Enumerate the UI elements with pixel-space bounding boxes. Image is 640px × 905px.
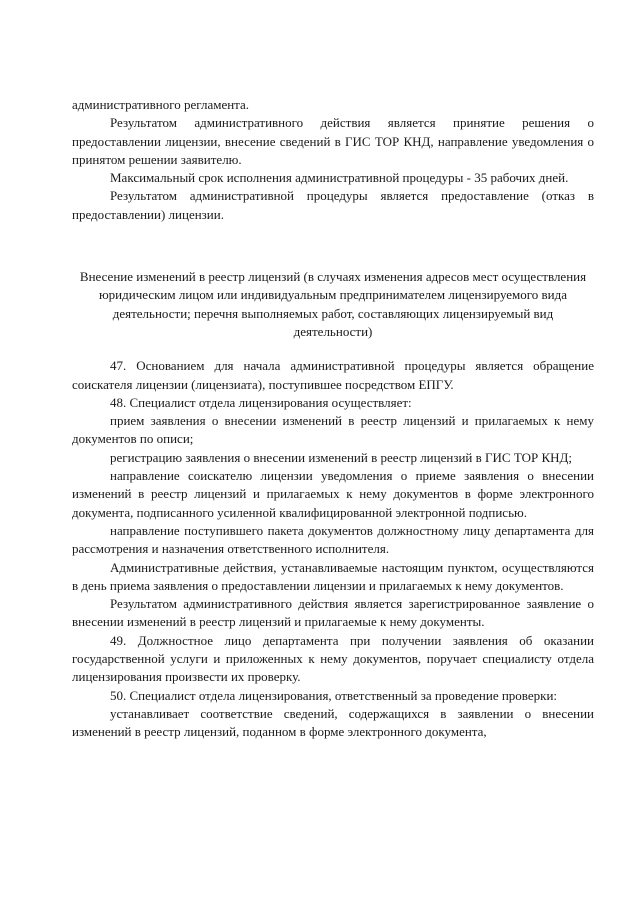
paragraph-48-forwarding: направление поступившего пакета документов должностному лицу департамента для рассмотрения и назначения ответственного исполнителя.: [72, 522, 594, 557]
paragraph-47: 47. Основанием для начала административной процедуры является обращение соискателя лицензии (лицензиата), поступившее посредством ЕПГУ.: [72, 358, 594, 392]
paragraph-regulation-end: административного регламента.: [72, 97, 250, 112]
paragraph-max-term: Максимальный срок исполнения административной процедуры - 35 рабочих дней.: [110, 170, 569, 186]
paragraph-48-notification: направление соискателю лицензии уведомления о приеме заявления о внесении изменений в реестр лицензий и прилагаемых к нему документов в форме электронного документа, подписанного усиленной квалифицированной электронной подписью.: [72, 468, 594, 520]
paragraph-50-verification: устанавливает соответствие сведений, содержащихся в заявлении о внесении изменений в реестр лицензий, поданном в форме электронного документа,: [72, 705, 594, 740]
paragraph-48-result: Результатом административного действия является зарегистрированное заявление о внесении изменений в реестр лицензий и прилагаемые к нему документы.: [72, 596, 594, 630]
paragraph-48: 48. Специалист отдела лицензирования осуществляет:: [110, 394, 412, 410]
paragraph-procedure-result: Результатом административной процедуры является предоставление (отказ в предоставлении) лицензии.: [72, 188, 594, 222]
paragraph-50: 50. Специалист отдела лицензирования, ответственный за проведение проверки:: [110, 687, 558, 703]
paragraph-49: 49. Должностное лицо департамента при получении заявления об оказании государственной услуги и приложенных к нему документов, поручает специалисту отдела лицензирования произвести их проверку.: [72, 632, 594, 685]
paragraph-48-intake: прием заявления о внесении изменений в реестр лицензий и прилагаемых к нему документов по описи;: [72, 413, 594, 447]
paragraph-48-timing: Административные действия, устанавливаемые настоящим пунктом, осуществляются в день приема заявления о предоставлении лицензии и прилагаемых к нему документов.: [72, 559, 594, 593]
section-heading: Внесение изменений в реестр лицензий (в случаях изменения адресов мест осуществления юридическим лицом или индивидуальным предпринимателем лицензируемого вида деятельности; перечня выполняемых работ, составляющих лицензируемый вид деятельности): [79, 269, 587, 339]
paragraph-48-registration: регистрацию заявления о внесении изменений в реестр лицензий в ГИС ТОР КНД;: [110, 449, 573, 465]
section-spacer: [72, 224, 594, 246]
paragraph-result-decision: Результатом административного действия является принятие решения о предоставлении лицензии, внесение сведений в ГИС ТОР КНД, направление уведомления о принятом решении заявителю.: [72, 115, 594, 167]
